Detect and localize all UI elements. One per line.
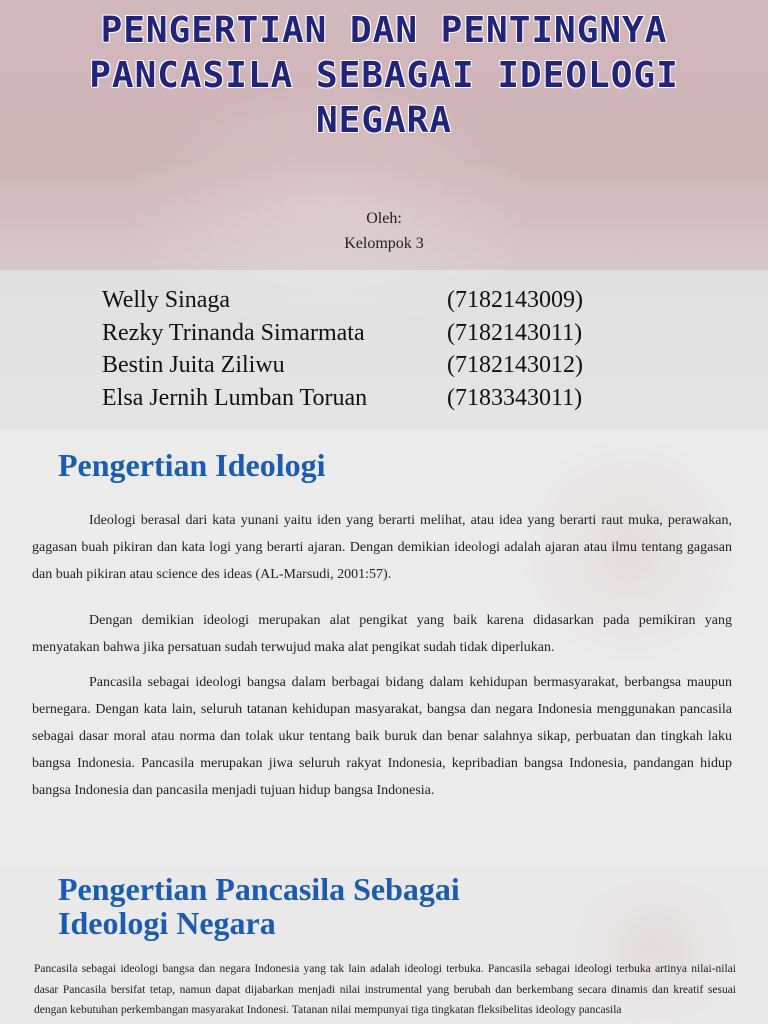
member-row bbox=[102, 349, 702, 382]
member-id: (7183343011) bbox=[447, 384, 583, 411]
member-name: Elsa Jernih Lumban Toruan bbox=[102, 384, 368, 411]
member-id: (7182143011) bbox=[447, 319, 583, 346]
paragraph-2: Dengan demikian ideologi merupakan alat pengikat yang baik karena didasarkan pada pemikiran yang menyatakan bahwa jika persatuan sudah terwujud maka alat pengikat sudah tidak diperlukan. bbox=[32, 613, 732, 655]
member-id: (7182143009) bbox=[447, 287, 583, 313]
member-row bbox=[102, 317, 702, 350]
group-label: Kelompok 3 bbox=[344, 235, 424, 252]
paragraph-3: Pancasila sebagai ideologi bangsa dalam berbagai bidang dalam kehidupan bermasyarakat, berbangsa maupun bernegara. Dengan kata lain, seluruh tatanan kehidupan masyarakat, bangsa dan negara Indonesia menggunakan pancasila sebagai dasar moral atau norma dan tolak ukur tentang baik buruk dan benar salahnya sikap, perbuatan dan tingkah laku bangsa Indonesia. Pancasila merupakan jiwa seluruh rakyat Indonesia, kepribadian bangsa Indonesia, pandangan hidup bangsa Indonesia dan pancasila menjadi tujuan hidup bangsa Indonesia. bbox=[32, 675, 732, 798]
section-heading-pancasila bbox=[58, 872, 460, 940]
member-name: Welly Sinaga bbox=[102, 287, 231, 313]
member-list bbox=[102, 284, 702, 414]
member-id: (7182143012) bbox=[447, 352, 583, 378]
presentation-title bbox=[20, 8, 748, 143]
member-name: Rezky Trinanda Simarmata bbox=[102, 319, 365, 346]
oleh-label: Oleh: bbox=[366, 210, 402, 227]
title-line-2: PANCASILA SEBAGAI IDEOLOGI bbox=[89, 55, 679, 96]
member-row bbox=[102, 382, 702, 415]
paragraph-pancasila: Pancasila sebagai ideologi bangsa dan negara Indonesia yang tak lain adalah ideologi terbuka. Pancasila sebagai ideologi terbuka artinya nilai-nilai dasar Pancasila bersifat tetap, namun dapat dijabarkan menjadi nilai instrumental yang berubah dan berkembang secara dinamis dan kreatif sesuai dengan kebutuhan perkembangan masyarakat Indonesi. Tatanan nilai mempunyai tiga tingkatan fleksibelitas ideology pancasila bbox=[34, 963, 736, 1016]
heading-line-2: Ideologi Negara bbox=[58, 905, 276, 941]
paragraph-1: Ideologi berasal dari kata yunani yaitu iden yang berarti melihat, atau idea yang berarti raut muka, perawakan, gagasan buah pikiran dan kata logi yang berarti ajaran. Dengan demikian ideologi adalah ajaran atau ilmu tentang gagasan dan buah pikiran atau science des ideas (AL-Marsudi, 2001:57). bbox=[32, 513, 732, 582]
heading-line-1: Pengertian Pancasila Sebagai bbox=[58, 871, 460, 907]
title-line-1: PENGERTIAN DAN PENTINGNYA bbox=[100, 10, 668, 51]
section-heading-ideologi: Pengertian Ideologi bbox=[58, 447, 326, 483]
member-row bbox=[102, 284, 702, 317]
member-name: Bestin Juita Ziliwu bbox=[102, 352, 285, 378]
title-line-3: NEGARA bbox=[315, 100, 453, 141]
